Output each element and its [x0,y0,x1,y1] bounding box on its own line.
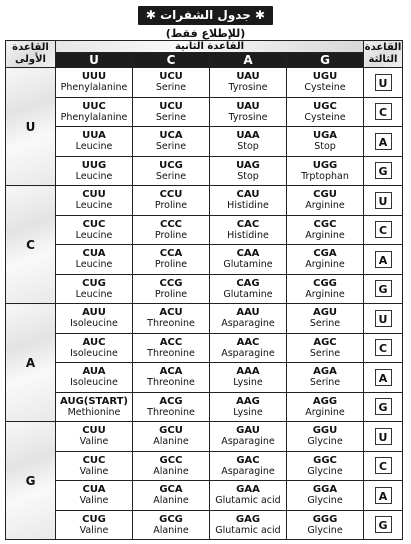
codon-label: CAG [236,277,260,289]
third-base-cell [364,186,403,216]
codon-label: UCU [159,71,183,83]
third-base-letter: G [375,516,392,533]
codon-label: CUG [82,513,106,525]
table-row [6,97,403,127]
amino-acid-label: Arginine [305,406,345,418]
codon-cell [210,156,287,186]
amino-acid-label: Arginine [305,259,345,271]
third-base-letter: C [375,339,392,356]
codon-label: AGA [313,366,337,378]
table-row [6,481,403,511]
table-row [6,127,403,157]
codon-cell [287,451,364,481]
amino-acid-label: Isoleucine [70,347,118,359]
codon-label: CUG [82,277,106,289]
codon-cell [287,422,364,452]
codon-label: UAG [236,159,260,171]
codon-label: ACA [159,366,183,378]
table-row [6,274,403,304]
amino-acid-label: Proline [154,200,188,212]
codon-label: CCA [159,248,183,260]
third-base-cell [364,215,403,245]
amino-acid-label: Asparagine [221,318,275,330]
amino-acid-label: Proline [154,229,188,241]
amino-acid-label: Leucine [75,229,113,241]
first-base-u: U [6,68,56,186]
codon-cell [210,422,287,452]
amino-acid-label: Glutamine [223,288,273,300]
third-base-cell [364,156,403,186]
table-row [6,68,403,98]
codon-label: GAU [236,425,260,437]
third-base-cell [364,127,403,157]
third-base-cell [364,363,403,393]
codon-label: AUG(START) [60,395,128,407]
codon-label: GAA [236,484,260,496]
codon-cell [56,481,133,511]
codon-label: CUA [82,248,106,260]
amino-acid-label: Isoleucine [70,377,118,389]
codon-cell [133,304,210,334]
amino-acid-label: Glutamic acid [215,495,281,507]
codon-cell [133,97,210,127]
third-base-cell [364,422,403,452]
codon-cell [133,422,210,452]
amino-acid-label: Glycine [307,495,343,507]
codon-cell [210,451,287,481]
codon-cell [287,245,364,275]
amino-acid-label: Arginine [305,288,345,300]
codon-label: AUA [82,366,106,378]
codon-cell [287,274,364,304]
third-base-letter: G [375,398,392,415]
codon-label: UGG [312,159,338,171]
table-row [6,510,403,540]
amino-acid-label: Glutamine [223,259,273,271]
codon-label: AUU [82,307,106,319]
codon-label: GAG [235,513,261,525]
table-row [6,156,403,186]
amino-acid-label: Asparagine [221,436,275,448]
third-base-letter: A [375,369,392,386]
codon-label: AAC [236,336,260,348]
amino-acid-label: Valine [79,436,109,448]
amino-acid-label: Asparagine [221,347,275,359]
amino-acid-label: Serine [309,347,341,359]
codon-cell [287,392,364,422]
amino-acid-label: Threonine [147,318,195,330]
third-base-cell [364,510,403,540]
codon-cell [287,363,364,393]
codon-label: UAA [236,130,260,142]
codon-cell [287,333,364,363]
codon-label: CCC [159,218,183,230]
amino-acid-label: Alanine [153,465,189,477]
codon-label: GCU [159,425,183,437]
codon-label: GCC [159,454,183,466]
codon-label: CAU [236,189,260,201]
amino-acid-label: Leucine [75,288,113,300]
codon-cell [287,127,364,157]
codon-label: AAG [236,395,260,407]
title-block [0,4,411,40]
amino-acid-label: Arginine [305,200,345,212]
codon-label: UGC [313,100,337,112]
first-base-a: A [6,304,56,422]
amino-acid-label: Glycine [307,465,343,477]
codon-cell [56,127,133,157]
codon-label: CCG [159,277,183,289]
codon-cell [56,422,133,452]
amino-acid-label: Valine [79,524,109,536]
codon-label: UAU [236,71,260,83]
codon-cell [210,127,287,157]
codon-cell [210,304,287,334]
third-base-letter: C [375,457,392,474]
amino-acid-label: Threonine [147,347,195,359]
amino-acid-label: Leucine [75,141,113,153]
third-base-letter: A [375,487,392,504]
codon-label: GGC [313,454,337,466]
third-base-header: القاعدة الثالثة [364,41,403,68]
codon-cell [287,304,364,334]
amino-acid-label: Alanine [153,436,189,448]
codon-label: UCG [159,159,183,171]
codon-cell [287,156,364,186]
third-base-letter: U [375,428,392,445]
codon-label: AGU [312,307,338,319]
codon-label: ACU [159,307,183,319]
codon-cell [133,127,210,157]
codon-cell [210,363,287,393]
codon-cell [56,215,133,245]
second-base-u: U [56,53,133,68]
codon-cell [210,215,287,245]
codon-label: CAC [236,218,260,230]
codon-cell [56,245,133,275]
first-base-g: G [6,422,56,540]
third-base-letter: U [375,192,392,209]
amino-acid-label: Trptophan [301,170,349,182]
codon-label: GGU [312,425,338,437]
amino-acid-label: Isoleucine [70,318,118,330]
codon-cell [133,333,210,363]
codon-label: UUC [82,100,106,112]
codon-cell [287,186,364,216]
amino-acid-label: Serine [155,170,187,182]
amino-acid-label: Serine [309,318,341,330]
table-row [6,422,403,452]
codon-cell [133,451,210,481]
codon-label: UUA [82,130,106,142]
amino-acid-label: Cysteine [304,111,346,123]
third-base-letter: A [375,251,392,268]
codon-label: UGU [312,71,338,83]
codon-cell [210,392,287,422]
codon-cell [56,451,133,481]
codon-cell [287,510,364,540]
second-base-g: G [287,53,364,68]
codon-label: ACC [159,336,183,348]
amino-acid-label: Glutamic acid [215,524,281,536]
third-base-cell [364,245,403,275]
codon-label: CGU [313,189,337,201]
table-row [6,215,403,245]
third-base-letter: G [375,162,392,179]
table-row [6,363,403,393]
codon-cell [210,245,287,275]
amino-acid-label: Cysteine [304,82,346,94]
amino-acid-label: Serine [155,111,187,123]
amino-acid-label: Serine [155,82,187,94]
amino-acid-label: Threonine [147,377,195,389]
codon-label: AGG [312,395,338,407]
codon-cell [133,274,210,304]
third-base-letter: G [375,280,392,297]
codon-cell [133,363,210,393]
amino-acid-label: Alanine [153,495,189,507]
third-base-cell [364,304,403,334]
second-base-a: A [210,53,287,68]
codon-cell [287,68,364,98]
codon-label: AAU [236,307,260,319]
amino-acid-label: Valine [79,495,109,507]
codon-cell [210,186,287,216]
codon-label: GCA [159,484,183,496]
amino-acid-label: Glycine [307,436,343,448]
codon-cell [56,363,133,393]
codon-label: CUU [82,425,106,437]
codon-cell [210,68,287,98]
third-base-cell [364,97,403,127]
amino-acid-label: Arginine [305,229,345,241]
table-row [6,392,403,422]
amino-acid-label: Tyrosine [228,82,268,94]
third-base-letter: C [375,221,392,238]
codon-label: CUC [82,454,106,466]
amino-acid-label: Phenylalanine [60,111,128,123]
amino-acid-label: Alanine [153,524,189,536]
page-title: ✱ جدول الشفرات ✱ [138,6,273,25]
codon-cell [133,481,210,511]
codon-label: AUC [82,336,106,348]
third-base-letter: U [375,74,392,91]
second-base-header: القاعدة الثانية [56,41,364,53]
codon-cell [56,510,133,540]
amino-acid-label: Stop [237,170,259,182]
codon-cell [210,333,287,363]
amino-acid-label: Proline [154,288,188,300]
codon-cell [210,274,287,304]
first-base-header: القاعدة الأولى [6,41,56,68]
amino-acid-label: Methionine [67,406,121,418]
codon-cell [133,392,210,422]
codon-cell [210,97,287,127]
codon-cell [210,510,287,540]
amino-acid-label: Lysine [233,406,263,418]
amino-acid-label: Tyrosine [228,111,268,123]
codon-label: CUU [82,189,106,201]
amino-acid-label: Leucine [75,170,113,182]
table-row [6,333,403,363]
codon-label: GGA [312,484,338,496]
page-subtitle: (للإطلاع فقط) [165,27,246,40]
third-base-letter: U [375,310,392,327]
third-base-letter: C [375,103,392,120]
codon-cell [56,392,133,422]
codon-label: UCU [159,100,183,112]
codon-label: UUG [81,159,107,171]
codon-cell [287,215,364,245]
codon-label: CUC [82,218,106,230]
codon-label: CGA [313,248,337,260]
third-base-cell [364,333,403,363]
amino-acid-label: Stop [237,141,259,153]
amino-acid-label: Serine [309,377,341,389]
codon-table [5,40,403,540]
codon-label: UCA [159,130,183,142]
amino-acid-label: Leucine [75,200,113,212]
amino-acid-label: Phenylalanine [60,82,128,94]
codon-cell [56,274,133,304]
amino-acid-label: Proline [154,259,188,271]
codon-label: CGG [313,277,337,289]
codon-label: CUA [82,484,106,496]
third-base-cell [364,392,403,422]
table-row [6,186,403,216]
codon-cell [133,156,210,186]
amino-acid-label: Glycine [307,524,343,536]
codon-label: CGC [313,218,337,230]
codon-cell [133,245,210,275]
codon-cell [133,510,210,540]
codon-label: AGC [313,336,337,348]
table-row [6,304,403,334]
amino-acid-label: Stop [314,141,336,153]
codon-cell [56,333,133,363]
amino-acid-label: Histidine [227,200,269,212]
codon-label: UAU [236,100,260,112]
codon-label: CCU [159,189,183,201]
codon-cell [210,481,287,511]
codon-label: UGA [312,130,338,142]
amino-acid-label: Valine [79,465,109,477]
amino-acid-label: Lysine [233,377,263,389]
codon-label: GCG [159,513,183,525]
codon-label: GGG [312,513,338,525]
codon-label: ACG [159,395,183,407]
codon-label: UUU [81,71,107,83]
table-row [6,451,403,481]
codon-cell [133,186,210,216]
second-base-c: C [133,53,210,68]
codon-cell [56,304,133,334]
codon-cell [287,97,364,127]
codon-cell [287,481,364,511]
amino-acid-label: Threonine [147,406,195,418]
codon-cell [56,186,133,216]
codon-cell [56,156,133,186]
codon-cell [56,97,133,127]
third-base-cell [364,481,403,511]
amino-acid-label: Serine [155,141,187,153]
codon-cell [133,215,210,245]
third-base-cell [364,451,403,481]
codon-label: AAA [236,366,260,378]
codon-cell [56,68,133,98]
third-base-cell [364,68,403,98]
codon-label: GAC [236,454,260,466]
amino-acid-label: Leucine [75,259,113,271]
table-row [6,245,403,275]
amino-acid-label: Asparagine [221,465,275,477]
codon-cell [133,68,210,98]
third-base-letter: A [375,133,392,150]
first-base-c: C [6,186,56,304]
amino-acid-label: Histidine [227,229,269,241]
codon-label: CAA [236,248,260,260]
third-base-cell [364,274,403,304]
